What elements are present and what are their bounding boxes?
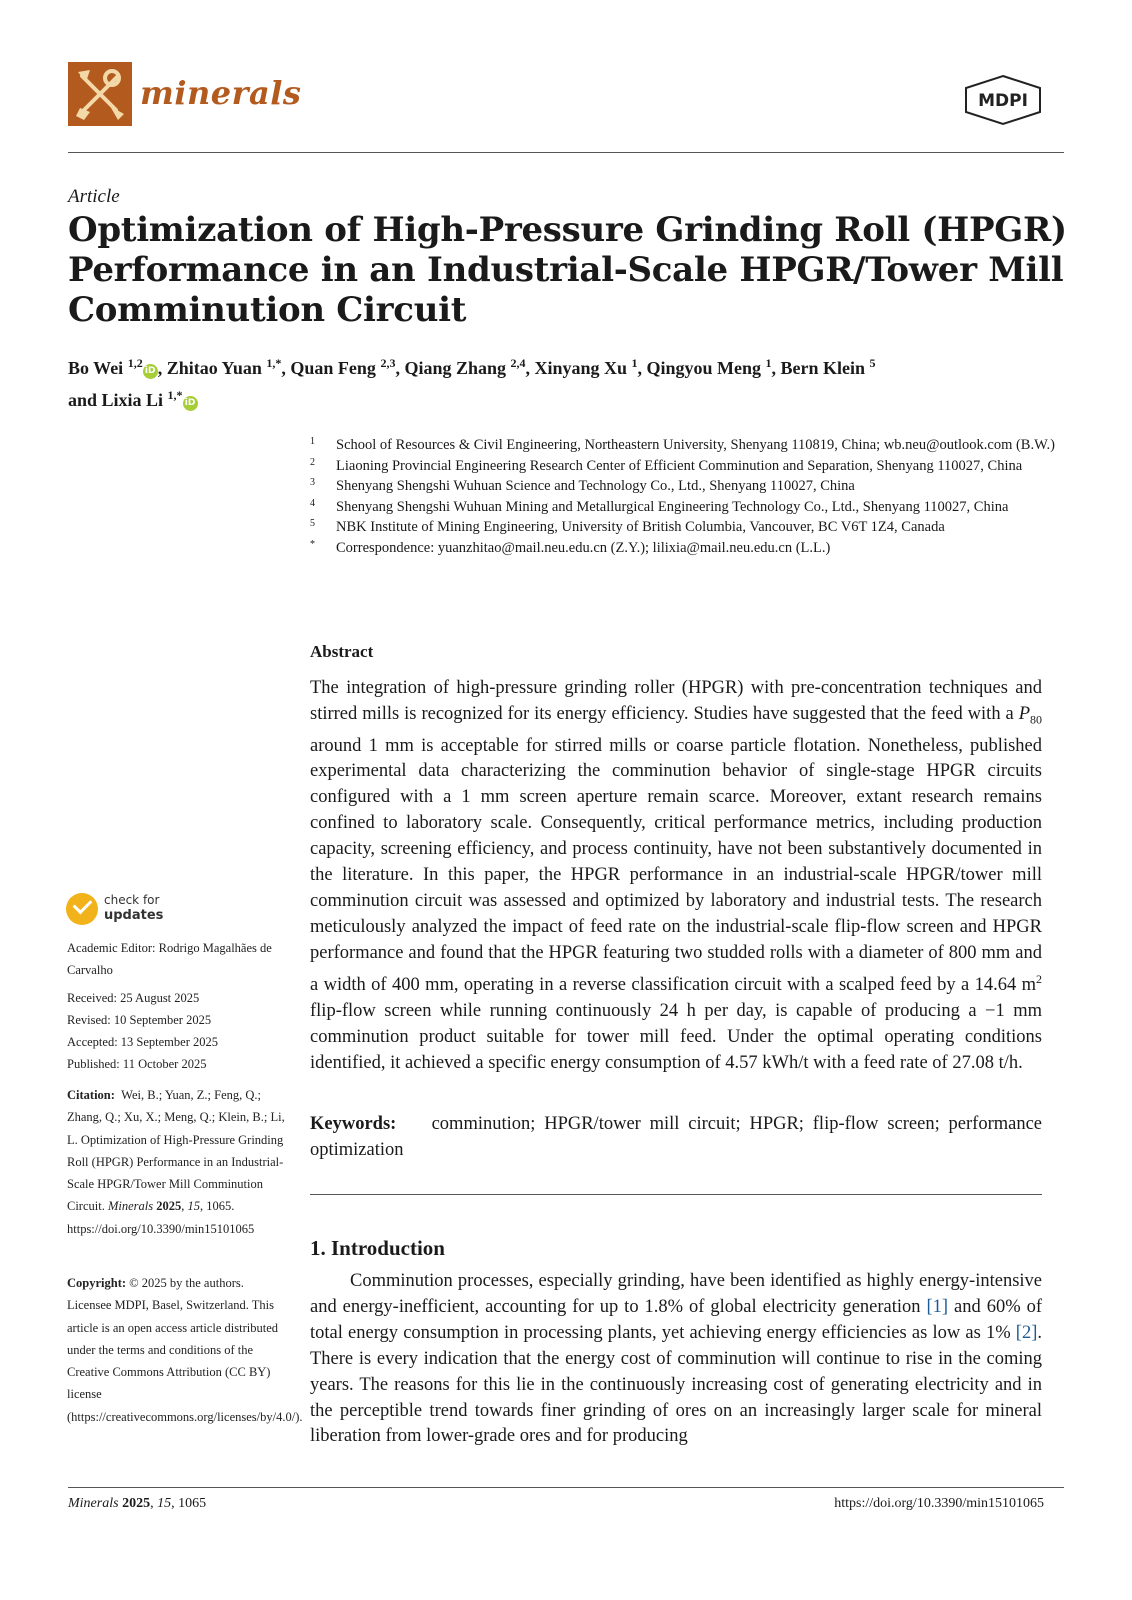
abstract-text <box>310 676 1042 1076</box>
citation-text: Wei, B.; Yuan, Z.; Feng, Q.; Zhang, Q.; Xu, X.; Meng, Q.; Klein, B.; Li, L. Optimization of High-Pressure Grinding Roll (HPGR) Performance in an Industrial-Scale HPGR/Tower Mill Comminution Circuit. <box>67 1088 285 1214</box>
published-date: Published: 11 October 2025 <box>67 1057 207 1071</box>
author-name[interactable]: Zhitao Yuan <box>166 358 262 378</box>
affiliation-item <box>310 435 1070 456</box>
citation-label: Citation: <box>67 1088 115 1102</box>
author-name[interactable]: Bern Klein <box>780 358 866 378</box>
affiliation-item <box>310 538 1070 559</box>
footer-volume: 15 <box>157 1496 172 1511</box>
affiliation-text: NBK Institute of Mining Engineering, University of British Columbia, Vancouver, BC V6T 1Z4, Canada <box>336 519 945 535</box>
p80-subscript: 80 <box>1030 712 1042 727</box>
footer-citation: Minerals 2025, 15, 1065 <box>68 1496 207 1511</box>
article-type: Article <box>68 186 120 207</box>
affiliation-number: 4 <box>310 497 315 509</box>
section-heading: 1. Introduction <box>310 1236 445 1260</box>
intro-part-1: Comminution processes, especially grinding, have been identified as highly energy-intensive and energy-inefficient, accounting for up to 1.8% of global electricity generation <box>310 1271 1042 1317</box>
footer-journal: Minerals <box>68 1496 119 1511</box>
author-affiliation-sup: 1 <box>631 356 638 370</box>
intro-paragraph <box>310 1269 1042 1450</box>
m2-superscript: 2 <box>1036 971 1042 986</box>
journal-name: minerals <box>140 74 302 112</box>
affiliation-item <box>310 456 1070 477</box>
check-for-updates-button[interactable] <box>66 891 196 931</box>
author-affiliation-sup: 1,* <box>266 356 282 370</box>
author-affiliation-sup: 1 <box>765 356 772 370</box>
author-affiliation-sup: 2,3 <box>380 356 396 370</box>
citation-volume: 15 <box>187 1199 200 1214</box>
check-updates-icon <box>66 893 98 925</box>
accepted-date: Accepted: 13 September 2025 <box>67 1035 218 1049</box>
abstract-part-2: around 1 mm is acceptable for stirred mills or coarse particle flotation. Nonetheless, published experimental data characterizing the comminution behavior of single-stage HPGR circuits configured with a 1 mm screen aperture remain scarce. Moreover, extant research remains confined to laboratory scale. Consequently, critical performance metrics, including production capacity, screening efficiency, and process continuity, have not been substantively documented in the literature. In this paper, the HPGR performance in an industrial-scale HPGR/tower mill comminution circuit was assessed and optimized by laboratory and industrial tests. The research meticulously analyzed the impact of feed rate on the industrial-scale flip-flow screen and HPGR performance and found that the HPGR featuring two studded rolls with a diameter of 800 mm and a width of 400 mm, operating in a reverse classification circuit with a scalped feed by a 14.64 m <box>310 735 1042 995</box>
abstract-heading: Abstract <box>310 642 374 661</box>
affiliation-number: 2 <box>310 456 315 468</box>
affiliation-item <box>310 476 1070 497</box>
footer-doi-link[interactable]: https://doi.org/10.3390/min15101065 <box>834 1496 1044 1511</box>
author-affiliation-sup: 5 <box>869 356 876 370</box>
author-and: and <box>68 390 102 410</box>
revised-date: Revised: 10 September 2025 <box>67 1013 212 1027</box>
footer-divider <box>68 1487 1064 1488</box>
academic-editor: Academic Editor: Rodrigo Magalhães de Carvalho <box>67 941 272 978</box>
affiliation-text: School of Resources & Civil Engineering, Northeastern University, Shenyang 110819, China; wb.neu@outlook.com (B.W.) <box>336 437 1055 453</box>
keywords-label: Keywords: <box>310 1114 397 1134</box>
affiliation-number: 3 <box>310 477 315 488</box>
mdpi-logo-text: MDPI <box>978 91 1028 111</box>
reference-link-2[interactable]: [2] <box>1015 1322 1038 1343</box>
author-list: Bo Wei $^{1,2}$iD , Zhitao Yuan $^{1,*}$, Quan Feng $^{2,3}$, Qiang Zhang $^{2,4}$, Xinyang Xu $^1$, Qingyou Meng $^1$, Bern Klein $^5$ and Lixia Li $^{1,*}$iD <box>68 356 876 410</box>
section-divider <box>310 1194 1042 1195</box>
author-name[interactable]: Bo Wei <box>68 358 124 378</box>
intro-part-3: . There is every indication that the energy cost of comminution will continue to rise in the coming years. The reasons for this lie in the continuously increasing cost of generating electricity and in the perceptible trend towards finer grinding of ores on an increasingly larger scale for mineral liberation from lower-grade ores and for producing <box>310 1322 1042 1447</box>
affiliation-number: 5 <box>310 518 315 529</box>
p80-symbol <box>1019 704 1030 724</box>
orcid-icon[interactable]: iD <box>143 364 158 379</box>
received-date: Received: 25 August 2025 <box>67 991 200 1005</box>
affiliation-item <box>310 497 1070 518</box>
author-affiliation-sup: 1,* <box>167 388 183 402</box>
journal-logo-icon <box>68 62 132 126</box>
affiliation-item <box>310 517 1070 538</box>
abstract-part-1: The integration of high-pressure grinding roller (HPGR) with pre-concentration techniques and stirred mills is recognized for its energy efficiency. Studies have suggested that the feed with a <box>310 678 1042 724</box>
keywords-text: comminution; HPGR/tower mill circuit; HPGR; flip-flow screen; performance optimization <box>310 1114 1043 1160</box>
citation: Citation: Wei, B.; Yuan, Z.; Feng, Q.; Zhang, Q.; Xu, X.; Meng, Q.; Klein, B.; Li, L. Optimization of High-Pressure Grinding Roll (HPGR) Performance in an Industrial-Scale HPGR/Tower Mill Comminution Circuit. Minerals 2025, 15, 1065. https://doi.org/10.3390/min15101065 <box>67 1088 285 1236</box>
author-name[interactable]: Xinyang Xu <box>534 358 628 378</box>
intro-part-2: and 60% of total energy consumption in processing plants, yet achieving energy efficiencies as low as 1% <box>310 1296 1042 1343</box>
orcid-icon[interactable]: iD <box>183 396 198 411</box>
footer-year: 2025 <box>122 1496 151 1511</box>
affiliation-text: Correspondence: yuanzhitao@mail.neu.edu.cn (Z.Y.); lilixia@mail.neu.edu.cn (L.L.) <box>336 539 831 556</box>
footer-article-no: , 1065 <box>171 1496 207 1511</box>
introduction-text <box>310 1269 1042 1450</box>
author-name[interactable]: Qingyou Meng <box>646 358 762 378</box>
mdpi-logo-icon <box>962 74 1044 126</box>
article-title: Optimization of High-Pressure Grinding Roll (HPGR) Performance in an Industrial-Scale HPGR/Tower Mill Comminution Circuit <box>68 210 1067 330</box>
author-affiliation-sup: 1,2 <box>127 356 143 370</box>
affiliations <box>310 435 1070 558</box>
author-affiliation-sup: 2,4 <box>510 356 526 370</box>
check-updates-line1: check for <box>104 893 160 907</box>
affiliation-text: Liaoning Provincial Engineering Research Center of Efficient Comminution and Separation, Shenyang 110027, China <box>336 457 1023 474</box>
copyright-label: Copyright: <box>67 1276 127 1290</box>
copyright-text: © 2025 by the authors. Licensee MDPI, Basel, Switzerland. This article is an open access article distributed under the terms and conditions of the Creative Commons Attribution (CC BY) license (https://creativecommons.org/licenses/by/4.0/). <box>67 1276 303 1424</box>
affiliation-number: * <box>310 538 315 550</box>
author-name[interactable]: Lixia Li <box>101 390 164 410</box>
keywords <box>310 1112 1042 1164</box>
citation-year: 2025 <box>156 1199 182 1214</box>
affiliation-text: Shenyang Shengshi Wuhuan Mining and Metallurgical Engineering Technology Co., Ltd., Shenyang 110027, China <box>336 498 1009 515</box>
abstract-part-3: flip-flow screen while running continuously 24 h per day, is capable of producing a −1 mm comminution product suitable for tower mill feed. Under the optimal operating conditions identified, it achieved a specific energy consumption of 4.57 kWh/t with a feed rate of 27.08 t/h. <box>310 1000 1042 1073</box>
reference-link-1[interactable]: [1] <box>926 1296 949 1317</box>
header-divider <box>68 152 1064 153</box>
author-name[interactable]: Qiang Zhang <box>404 358 506 378</box>
affiliation-text: Shenyang Shengshi Wuhuan Science and Technology Co., Ltd., Shenyang 110027, China <box>336 478 855 494</box>
citation-doi[interactable]: , 1065. https://doi.org/10.3390/min15101065 <box>67 1199 255 1236</box>
copyright <box>67 1272 303 1428</box>
author-name[interactable]: Quan Feng <box>290 358 376 378</box>
affiliation-number: 1 <box>310 436 315 447</box>
p80-base: P <box>1018 703 1030 724</box>
citation-journal: Minerals <box>107 1199 154 1214</box>
check-updates-line2: updates <box>104 908 164 923</box>
